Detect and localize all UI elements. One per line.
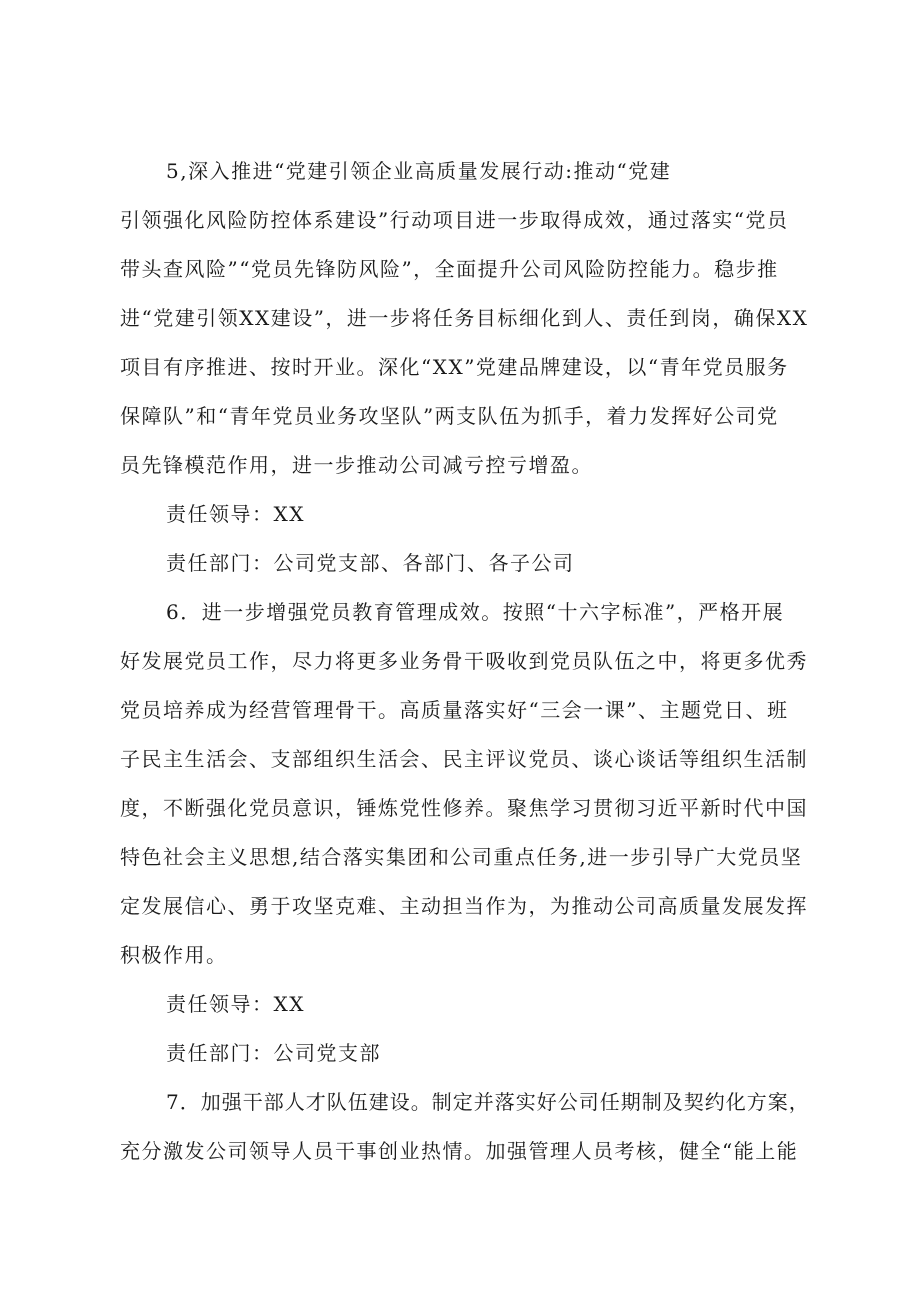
paragraph-line: 好发展党员工作，尽力将更多业务骨干吸收到党员队伍之中，将更多优秀 [120, 649, 808, 673]
paragraph-line: 党员培养成为经营管理骨干。高质量落实好“三会一课”、主题党日、班 [120, 698, 789, 722]
paragraph-line: 项目有序推进、按时开业。深化“XX”党建品牌建设，以“青年党员服务 [120, 355, 789, 379]
responsible-leader: 责任领导：XX [166, 992, 305, 1016]
paragraph-line: 特色社会主义思想,结合落实集团和公司重点任务,进一步引导广大党员坚 [120, 845, 803, 869]
paragraph-line: 引领强化风险防控体系建设”行动项目进一步取得成效，通过落实“党员 [120, 208, 789, 232]
paragraph-line: 6．进一步增强党员教育管理成效。按照“十六字标准”，严格开展 [166, 600, 785, 624]
paragraph-line: 员先锋模范作用，进一步推动公司减亏控亏增盈。 [120, 453, 593, 477]
paragraph-line: 带头查风险”“党员先锋防风险”，全面提升公司风险防控能力。稳步推 [120, 257, 779, 281]
paragraph-line: 充分激发公司领导人员干事创业热情。加强管理人员考核，健全“能上能 [120, 1139, 799, 1163]
paragraph-line: 5,深入推进“党建引领企业高质量发展行动:推动“党建 [166, 159, 672, 183]
paragraph-line: 保障队”和“青年党员业务攻坚队”两支队伍为抓手，着力发挥好公司党 [120, 404, 779, 428]
paragraph-line: 积极作用。 [120, 943, 228, 967]
responsible-department: 责任部门：公司党支部、各部门、各子公司 [166, 551, 575, 575]
paragraph-line: 定发展信心、勇于攻坚克难、主动担当作为，为推动公司高质量发展发挥 [120, 894, 808, 918]
paragraph-line: 子民主生活会、支部组织生活会、民主评议党员、谈心谈话等组织生活制 [120, 747, 808, 771]
paragraph-line: 7．加强干部人才队伍建设。制定并落实好公司任期制及契约化方案， [166, 1090, 810, 1114]
responsible-department: 责任部门：公司党支部 [166, 1041, 381, 1065]
paragraph-line: 进“党建引领XX建设”，进一步将任务目标细化到人、责任到岗，确保XX [120, 306, 809, 330]
paragraph-line: 度，不断强化党员意识，锤炼党性修养。聚焦学习贯彻习近平新时代中国 [120, 796, 808, 820]
responsible-leader: 责任领导：XX [166, 502, 305, 526]
